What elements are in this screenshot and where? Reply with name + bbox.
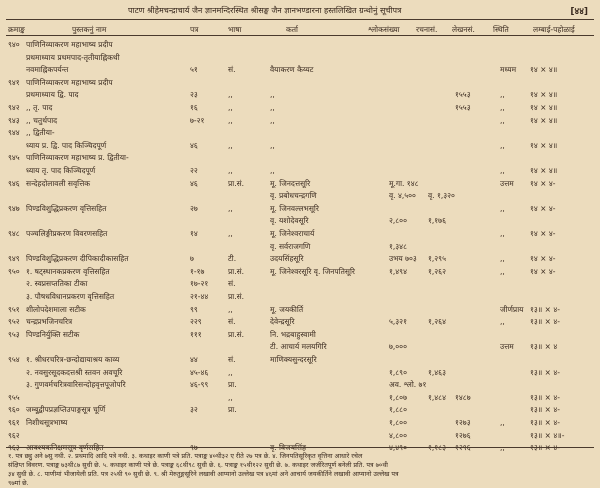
row-verses: ४,८००	[389, 430, 407, 440]
row-condition: उत्तम	[500, 342, 514, 352]
row-size: १३॥ × ४-	[530, 317, 560, 327]
row-condition: ,,	[500, 115, 505, 125]
column-header-rule	[6, 35, 594, 36]
row-author: मू. जयकीर्ति	[270, 304, 304, 314]
row-condition: ,,	[500, 317, 505, 327]
row-title: नवमाह्निकपर्यन्त	[26, 65, 69, 75]
row-verses: मू.गा. १४८	[389, 178, 419, 188]
row-sr: ९५०	[8, 266, 20, 276]
row-lang: ,,	[228, 203, 233, 213]
row-size: १४ × ४॥	[530, 166, 558, 175]
row-folios: ४६-९९	[190, 380, 209, 390]
table-row	[0, 431, 600, 444]
row-title: चन्द्रप्रभजिनचरित्र	[26, 317, 73, 327]
table-bottom-rule	[6, 447, 594, 448]
row-lang: सं.	[228, 65, 236, 75]
table-row	[0, 242, 600, 255]
row-author: देवेन्द्रसूरि	[270, 317, 295, 327]
row-folios: ७	[190, 254, 194, 264]
row-condition: उत्तम	[500, 178, 514, 188]
row-folios: ४५-४६	[190, 367, 209, 377]
row-sr: ९५२	[8, 317, 20, 327]
row-folios: ७-२१	[190, 115, 205, 125]
row-title: ,, द्वितीया-	[26, 128, 55, 138]
row-sr: ९४६	[8, 178, 20, 188]
table-row	[0, 355, 600, 368]
table-row	[0, 65, 600, 78]
footnote-line: संक्षिप्त विवरण. पत्राङ्क ७३थी८७ सुधी छे. ५. कथाइर काणी पत्रे छे. पत्राङ्क ६८थी९८ सुधी छे. ६. पत्राङ्क १५थी१२२ सुधी छे. ७. कथाइर जर्जरितपूर्ण बनेली प्रति. पत्र ७०थी	[8, 461, 388, 469]
row-condition: जीर्णप्राय	[500, 304, 524, 314]
table-row	[0, 116, 600, 129]
table-row	[0, 279, 600, 292]
row-title: जम्बूद्वीपप्रज्ञप्तिउपाङ्गसूत्र चूर्णि	[26, 405, 106, 415]
row-sr: ९५५	[8, 392, 20, 402]
table-row	[0, 53, 600, 66]
row-lang: ,,	[228, 304, 233, 314]
row-sr: ९४२	[8, 103, 20, 112]
row-author: मू. जिनवल्लभसूरि	[270, 203, 319, 213]
row-title: पाणिनिव्याकरण महाभाष्य प्रदीप	[26, 40, 113, 49]
row-lang: सं.	[228, 279, 236, 289]
row-lang: सं.	[228, 317, 236, 327]
row-sr: ९४९	[8, 254, 20, 264]
row-author: वृ. यशोदेवसूरि	[270, 216, 309, 226]
row-title: २. स्वप्नसप्ततिका टीका	[26, 279, 88, 289]
row-folios: १४	[190, 229, 198, 238]
row-lang: ,,	[228, 367, 233, 377]
row-sr: ९४४	[8, 128, 20, 138]
row-size: १४ × ४-	[530, 266, 556, 276]
col-year: रचनासं.	[416, 25, 438, 34]
table-row	[0, 305, 600, 318]
table-row	[0, 418, 600, 431]
row-size: १३॥ × ४-	[530, 304, 560, 314]
row-title: पिण्डनिर्युक्ति सटीक	[26, 329, 80, 339]
row-year: १,४६३	[428, 367, 446, 377]
row-condition: ,,	[500, 266, 505, 276]
col-title: पुस्तकनुं नाम	[72, 25, 107, 34]
row-title: ३. गुणवर्मचरित्रवारिसन्दोहवृत्तपूजोपरि	[26, 380, 126, 390]
row-lang: ,,	[228, 229, 233, 238]
header-rule	[6, 19, 594, 20]
row-author: उदयसिंहसूरि	[270, 254, 304, 264]
row-folios: १७-२१	[190, 279, 209, 289]
row-title: ध्याय तृ. पाद किञ्चिदपूर्ण	[26, 166, 96, 175]
row-lang: ,,	[228, 90, 233, 100]
row-sr: ९४१	[8, 77, 20, 87]
row-lang: प्रा.सं.	[228, 178, 245, 188]
row-condition: ,,	[500, 229, 505, 238]
row-folios: ४४	[190, 355, 198, 364]
row-title: पाणिनिव्याकरण महाभाष्य प्रदीप	[26, 77, 113, 87]
table-row	[0, 153, 600, 166]
row-condition: मध्यम	[500, 65, 517, 75]
row-verses: उभय ७०३	[389, 254, 417, 264]
row-title: ,, चतुर्थपाद	[26, 115, 58, 125]
row-sr: ९६०	[8, 405, 20, 415]
row-year: १,२६४	[428, 317, 446, 327]
row-sr: ९४५	[8, 153, 20, 163]
footnote-line: १. पत्र छट्ठु अने ७सु नथी. २. प्रथमादि आदि पत्रे नथी. ३. कथाइर काणी पत्रे प्रति. पत्राङ्क ४०थी३२ ए रीते २७ पत्र छे. ४. जिनपतिसूरिकृत वृत्तिना आधारे रचेल	[8, 452, 363, 460]
table-row	[0, 267, 600, 280]
footnote-line: ९७मां छे.	[8, 479, 29, 487]
row-year: वृ. १,३२०	[428, 191, 455, 201]
row-title: ,, तृ. पाद	[26, 103, 53, 112]
row-scribe-year: १२७६	[455, 430, 471, 440]
row-folios: २२	[190, 166, 198, 175]
row-verses: १,८९०	[389, 367, 407, 377]
col-folios: पत्र	[190, 25, 199, 34]
row-year: १,२६२	[428, 266, 446, 276]
row-verses: ५,३२१	[389, 317, 407, 327]
row-size: १३॥ × ४-	[530, 405, 560, 415]
footnotes	[8, 452, 592, 488]
row-size: १४ × ४-	[530, 203, 556, 213]
row-author: ,,	[270, 115, 275, 125]
col-sr: क्रमाङ्क	[8, 25, 25, 34]
row-year: १,१७६	[428, 216, 446, 226]
row-size: १४ × ४॥	[530, 115, 558, 125]
row-folios: २१-४४	[190, 292, 209, 301]
row-lang: ,,	[228, 140, 233, 150]
row-title: शीलोपदेशमाला सटीक	[26, 304, 86, 314]
page-number: [४४]	[570, 7, 588, 17]
row-condition: ,,	[500, 90, 505, 100]
table-row	[0, 254, 600, 267]
row-title: निशीथसूत्रभाष्य	[26, 418, 68, 427]
row-folios: १११	[190, 329, 202, 339]
table-row	[0, 292, 600, 305]
row-size: १३॥ × ४	[530, 342, 558, 352]
row-folios: १६	[190, 103, 198, 112]
row-scribe-year: १२७३	[455, 418, 471, 427]
row-sr: ९४८	[8, 229, 20, 238]
table-row	[0, 128, 600, 141]
row-lang: ,,	[228, 103, 233, 112]
row-size: १४ × ४॥	[530, 103, 558, 112]
row-folios: १-१७	[190, 266, 205, 276]
row-sr: ९५४	[8, 355, 20, 364]
row-size: १३॥ × ४-	[530, 367, 560, 377]
row-title: २. नवसुरसूदकदत्तश्री स्तवन अवचूरि	[26, 367, 123, 377]
row-author: मू. जिनेश्वरसूरि वृ. जिनपतिसूरि	[270, 266, 355, 276]
table-row	[0, 90, 600, 103]
row-author: माणिक्यसुन्दरसूरि	[270, 355, 317, 364]
row-author: ,,	[270, 103, 275, 112]
row-lang: ,,	[228, 166, 233, 175]
col-size: लम्बाई-पहोळाई	[533, 25, 575, 34]
table-row	[0, 380, 600, 393]
row-year: १,४८४	[428, 392, 446, 402]
row-lang: प्रा.सं.	[228, 292, 245, 301]
row-lang: प्रा.	[228, 380, 237, 390]
row-scribe-year: १५५३	[455, 103, 471, 112]
row-size: १४ × ४-	[530, 229, 556, 238]
page-header-title: पाटण श्रीहेमचन्द्राचार्य जैन ज्ञानमन्दिरस्थित श्रीसङ्घ जैन ज्ञानभण्डारना हस्तलिखित ग्रन्थोनुं सूचीपत्र	[128, 6, 402, 15]
col-verses: श्लोकसंख्या	[368, 25, 400, 34]
row-sr: ९४०	[8, 40, 20, 49]
row-condition: ,,	[500, 203, 505, 213]
table-row	[0, 40, 600, 53]
row-scribe-year: १४८७	[455, 392, 471, 402]
row-author: वृ. सर्वराजगणि	[270, 241, 311, 251]
row-lang: ,,	[228, 392, 233, 402]
row-size: १३॥ × ४-	[530, 392, 560, 402]
table-row	[0, 166, 600, 179]
row-condition: ,,	[500, 103, 505, 112]
row-sr: ९४३	[8, 115, 20, 125]
row-verses: अव. श्लो. ७१	[389, 380, 427, 390]
row-author: नि. भद्रबाहुस्वामी	[270, 329, 316, 339]
row-author: ,,	[270, 90, 275, 100]
row-sr: ९५१	[8, 304, 20, 314]
table-row	[0, 179, 600, 192]
row-folios: २२९	[190, 317, 202, 327]
row-verses: २,८००	[389, 216, 407, 226]
row-size: १३॥ × ४-	[530, 418, 560, 427]
row-verses: १,८८०	[389, 405, 407, 415]
table-row	[0, 191, 600, 204]
row-title: पिण्डविशुद्धिप्रकरण वृत्तिसहित	[26, 203, 107, 213]
row-verses: वृ. ४,५००	[389, 191, 416, 201]
row-verses: १,३४८	[389, 241, 407, 251]
row-folios: २३	[190, 90, 198, 100]
row-lang: टी.	[228, 254, 237, 264]
table-row	[0, 393, 600, 406]
col-scribe-year: लेखनसं.	[452, 25, 475, 34]
row-title: ३. पौषधविधानप्रकरण वृत्तिसहित	[26, 292, 115, 301]
row-lang: प्रा.सं.	[228, 329, 245, 339]
row-title: पिण्डविशुद्धिप्रकरण दीपिकादीकासहित	[26, 254, 129, 264]
table-row	[0, 78, 600, 91]
col-lang: भाषा	[228, 25, 242, 34]
row-folios: ४६	[190, 178, 198, 188]
table-row	[0, 342, 600, 355]
row-condition: ,,	[500, 166, 505, 175]
row-size: १३॥ × ४॥-	[530, 430, 565, 440]
row-title: पाणिनिव्याकरण महाभाष्य प्र. द्वितीया-	[26, 153, 129, 163]
row-title: प्रथमाध्याय प्रथमपाद-तृतीयाह्निकथी	[26, 52, 120, 62]
row-title: १. षट्स्थानकप्रकरण वृत्तिसहित	[26, 266, 110, 276]
row-title: पञ्चलिङ्गीप्रकरण विवरणसहित	[26, 229, 108, 238]
table-row	[0, 317, 600, 330]
row-folios: ५१	[190, 65, 198, 75]
row-condition: ,,	[500, 254, 505, 264]
row-lang: ,,	[228, 115, 233, 125]
row-author: ,,	[270, 140, 275, 150]
table-row	[0, 141, 600, 154]
row-lang: प्रा.सं.	[228, 266, 245, 276]
table-row	[0, 216, 600, 229]
row-condition: ,,	[500, 418, 505, 427]
table-row	[0, 204, 600, 217]
row-title: सन्देहदोलावली सवृत्तिक	[26, 178, 91, 188]
row-sr: ९६२	[8, 430, 20, 440]
row-verses: १,८००	[389, 418, 407, 427]
row-author: मू. जिनेश्वराचार्य	[270, 229, 315, 238]
row-size: १४ × ४॥	[530, 140, 558, 150]
row-verses: ७,०००	[389, 342, 407, 352]
row-size: १४ × ४-	[530, 254, 556, 264]
col-author: कर्ता	[286, 25, 298, 34]
row-condition: ,,	[500, 140, 505, 150]
row-size: १४ × ४॥	[530, 65, 558, 75]
row-author: वृ. प्रबोधचन्द्रगणि	[270, 191, 317, 201]
page-header	[0, 0, 600, 18]
table-row	[0, 330, 600, 343]
row-sr: ९५३	[8, 329, 20, 339]
footnote-line: ३४ सुधी छे. ८. पाणीमां भीजायेली प्रति. पत्र २५थी ९० सुधी छे. ९. श्री मेरुतुङ्गसूरिने लखावी आप्यानो उल्लेख पत्र ४६मां अने आचार्य जयकीर्तिने लखावी आप्यानो उल्लेख पत्र	[8, 470, 399, 478]
row-sr: ९४७	[8, 203, 20, 213]
row-title: १. श्रीधरचरित्र-छन्दोद्यायाश्रय काव्य	[26, 355, 120, 364]
table-row	[0, 405, 600, 418]
row-folios: ९९	[190, 304, 198, 314]
row-verses: १,४९४	[389, 266, 407, 276]
row-folios: ४६	[190, 140, 198, 150]
row-author: टी. आचार्य मलयगिरि	[270, 342, 327, 352]
row-verses: १,८०७	[389, 392, 407, 402]
row-sr: ९६१	[8, 418, 20, 427]
table-row	[0, 103, 600, 116]
row-author: वैयाकरण कैय्यट	[270, 65, 314, 75]
row-lang: प्रा.	[228, 405, 237, 415]
table-row	[0, 229, 600, 242]
row-title: ध्याय प्र. द्वि. पाद किञ्चिदपूर्ण	[26, 140, 107, 150]
row-author: मू. जिनदत्तसूरि	[270, 178, 311, 188]
row-scribe-year: १५५३	[455, 90, 471, 100]
row-lang: सं.	[228, 355, 236, 364]
row-folios: ३२	[190, 405, 198, 415]
row-size: १४ × ४-	[530, 178, 556, 188]
row-title: प्रथमाध्याय द्वि. पाद	[26, 90, 79, 100]
row-year: १,२९५	[428, 254, 446, 264]
table-row	[0, 368, 600, 381]
col-condition: स्थिति	[493, 25, 509, 34]
row-folios: २७	[190, 203, 198, 213]
row-author: ,,	[270, 166, 275, 175]
row-size: १४ × ४॥	[530, 90, 558, 100]
